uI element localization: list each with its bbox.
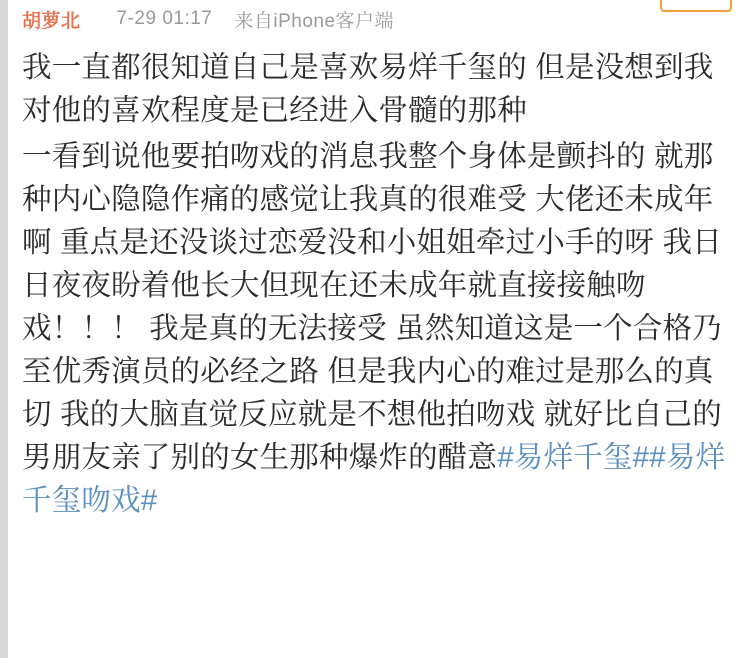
top-right-highlight-box — [660, 0, 732, 12]
post-header — [22, 2, 394, 36]
hashtag-2[interactable]: #易烊千玺吻戏# — [22, 441, 726, 517]
post-paragraph-1: 我一直都很知道自己是喜欢易烊千玺的 但是没想到我对他的喜欢程度是已经进入骨髓的那种 — [22, 51, 714, 127]
left-accent-rail — [0, 0, 8, 658]
post-body — [22, 46, 728, 522]
post-paragraph-2 — [22, 135, 728, 522]
post-timestamp: 7-29 01:17 — [116, 8, 213, 29]
hashtag-1[interactable]: #易烊千玺# — [497, 441, 650, 474]
post-paragraph-2-text: 一看到说他要拍吻戏的消息我整个身体是颤抖的 就那种内心隐隐作痛的感觉让我真的很难受 大佬还未成年啊 重点是还没谈过恋爱没和小姐姐牵过小手的呀 我日日夜夜盼着他长大但现在还未成年就直接接触吻戏！！！ 我是真的无法接受 虽然知道这是一个合格乃至优秀演员的必经之路 但是我内心的难过是那么的真切 我的大脑直觉反应就是不想他拍吻戏 就好比自己的男朋友亲了别的女生那种爆炸的醋意 — [22, 140, 722, 474]
post-username[interactable]: 胡萝北 — [22, 10, 81, 32]
post-source[interactable]: 来自iPhone客户端 — [234, 10, 395, 32]
